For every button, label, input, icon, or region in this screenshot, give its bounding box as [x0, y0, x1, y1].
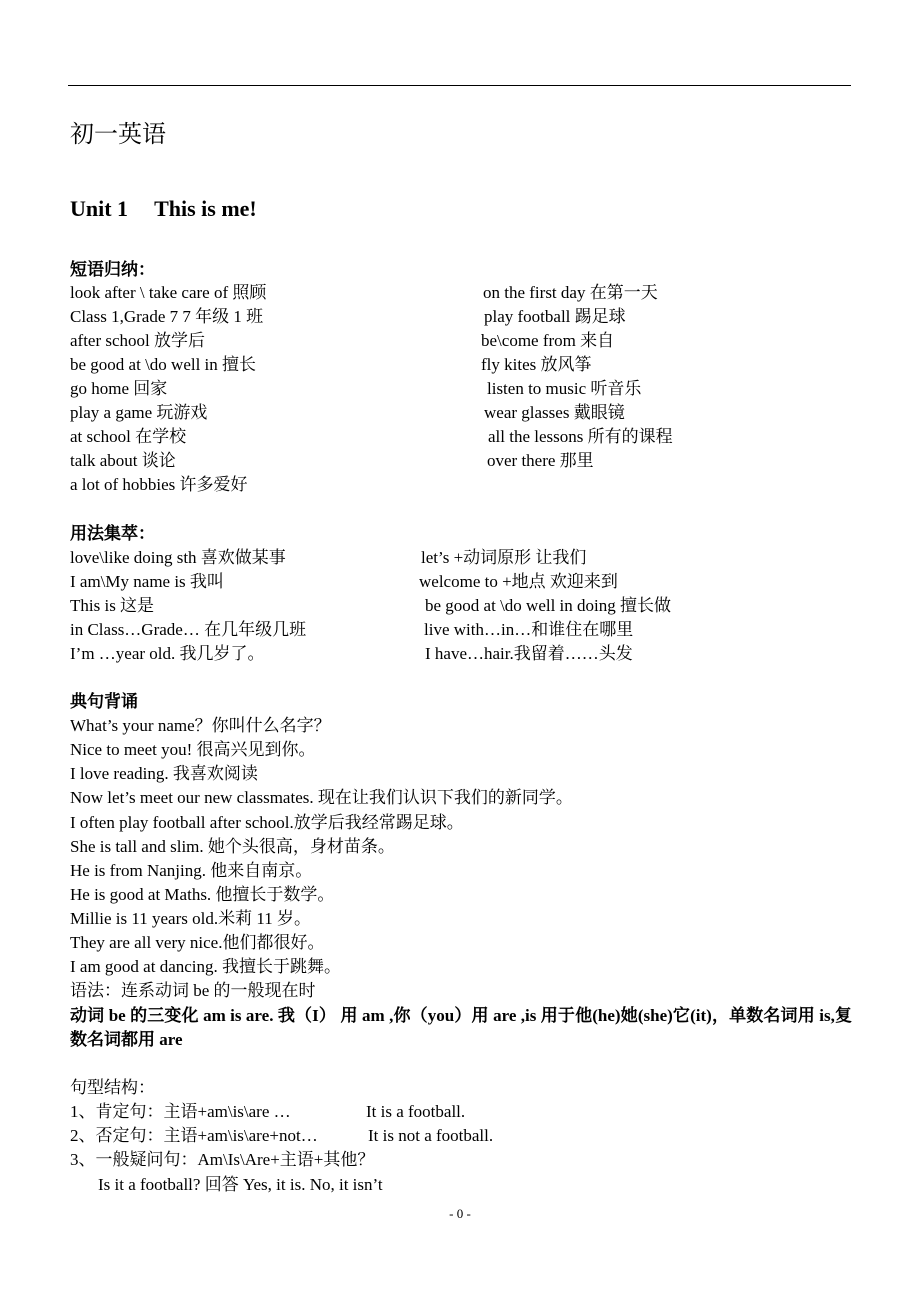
structure-pattern: 1、肯定句：主语+am\is\are … — [70, 1102, 291, 1121]
phrase-left-item: a lot of hobbies 许多爱好 — [70, 475, 248, 494]
grammar-intro: 语法：连系动词 be 的一般现在时 — [70, 981, 316, 1000]
usage-left-item: I am\My name is 我叫 — [70, 572, 224, 591]
phrase-left-item: Class 1,Grade 7 7 年级 1 班 — [70, 307, 264, 326]
sentence-item: Nice to meet you! 很高兴见到你。 — [70, 740, 316, 759]
phrase-right-item: be\come from 来自 — [481, 331, 615, 350]
structure-answer-line: Is it a football? 回答 Yes, it is. No, it isn’t — [98, 1175, 383, 1194]
sentence-item: She is tall and slim. 她个头很高，身材苗条。 — [70, 837, 395, 856]
usage-left-item: This is 这是 — [70, 596, 155, 615]
phrase-left-item: look after \ take care of 照顾 — [70, 283, 267, 302]
sentence-item: Now let’s meet our new classmates. 现在让我们认识下我们的新同学。 — [70, 788, 573, 807]
phrase-right-item: on the first day 在第一天 — [483, 283, 658, 302]
unit-name: This is me! — [154, 196, 257, 221]
phrase-left-item: play a game 玩游戏 — [70, 403, 208, 422]
header-rule — [68, 85, 851, 86]
structure-example: It is a football. — [366, 1102, 466, 1121]
structure-pattern: 3、一般疑问句：Am\Is\Are+主语+其他？ — [70, 1150, 375, 1169]
unit-number: Unit 1 — [70, 196, 129, 221]
usage-left-item: love\like doing sth 喜欢做某事 — [70, 548, 286, 567]
sentence-item: He is good at Maths. 他擅长于数学。 — [70, 885, 335, 904]
grammar-rule: 动词 be 的三变化 am is are. 我（I） 用 am ,你（you）用 are ,is 用于他(he)她(she)它(it)，单数名词用 is,复数名词都用 are — [70, 1006, 852, 1049]
phrase-right-item: listen to music 听音乐 — [487, 379, 642, 398]
phrase-right-item: over there 那里 — [487, 451, 594, 470]
sentences-heading: 典句背诵 — [70, 692, 138, 711]
sentence-item: I am good at dancing. 我擅长于跳舞。 — [70, 957, 342, 976]
sentence-item: What’s your name？你叫什么名字？ — [70, 716, 331, 735]
document-title: 初一英语 — [70, 122, 166, 148]
phrase-right-item: all the lessons 所有的课程 — [488, 427, 673, 446]
sentence-item: I love reading. 我喜欢阅读 — [70, 764, 258, 783]
phrase-left-item: at school 在学校 — [70, 427, 187, 446]
phrase-left-item: go home 回家 — [70, 379, 168, 398]
phrases-heading: 短语归纳： — [70, 260, 155, 279]
usage-right-item: welcome to +地点 欢迎来到 — [419, 572, 618, 591]
page-number: - 0 - — [449, 1206, 471, 1221]
phrase-right-item: fly kites 放风筝 — [481, 355, 592, 374]
structure-example: It is not a football. — [368, 1126, 494, 1145]
phrase-right-item: play football 踢足球 — [484, 307, 626, 326]
sentence-item: Millie is 11 years old.米莉 11 岁。 — [70, 909, 311, 928]
sentence-item: I often play football after school.放学后我经常踢足球。 — [70, 813, 464, 832]
sentence-item: They are all very nice.他们都很好。 — [70, 933, 325, 952]
usage-right-item: be good at \do well in doing 擅长做 — [425, 596, 672, 615]
usage-right-item: let’s +动词原形 让我们 — [421, 548, 587, 567]
phrase-left-item: after school 放学后 — [70, 331, 206, 350]
structures-heading: 句型结构： — [70, 1078, 155, 1097]
sentence-item: He is from Nanjing. 他来自南京。 — [70, 861, 313, 880]
unit-heading — [70, 194, 257, 224]
phrase-right-item: wear glasses 戴眼镜 — [484, 403, 625, 422]
phrase-left-item: talk about 谈论 — [70, 451, 176, 470]
phrase-left-item: be good at \do well in 擅长 — [70, 355, 257, 374]
usage-left-item: I’m …year old. 我几岁了。 — [70, 644, 265, 663]
usage-left-item: in Class…Grade… 在几年级几班 — [70, 620, 307, 639]
usage-right-item: live with…in…和谁住在哪里 — [424, 620, 634, 639]
usage-heading: 用法集萃： — [70, 524, 155, 543]
usage-right-item: I have…hair.我留着……头发 — [425, 644, 633, 663]
structure-pattern: 2、否定句：主语+am\is\are+not… — [70, 1126, 318, 1145]
